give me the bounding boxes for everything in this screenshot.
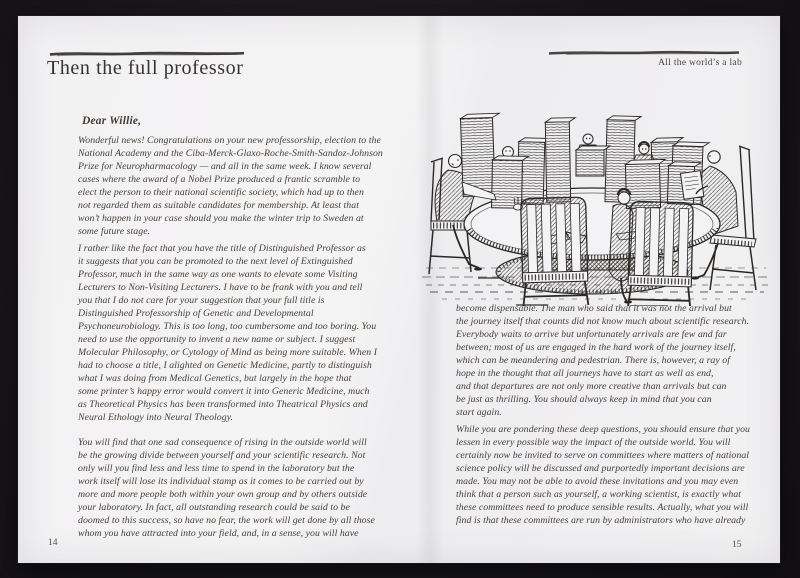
page-number-right: 15 (732, 540, 742, 550)
letter-paragraph-1: Wonderful news! Congratulations on your new professorship, election to the National Academy and the Ciba-Merck-Glaxo-Roche-Smith-Sandoz-Johnson Prize for Neuropharmacology — and all in the same week. I know several cases where the award of a Nobel Prize produced a frantic scramble to elect the person to their national scientific society, which had up to then not regarded them as suitable candidates for membership. At least that won’t happen in your case should you make the winter trip to Sweden at some future stage. (78, 135, 383, 237)
book-spread (18, 16, 780, 563)
letter-paragraph-4: become dispensable. The man who said that it was not the arrival but the journey itself that counts did not know much about scientific research. Everybody waits to arrive but unfortunately arrivals are few and far between; most of us are engaged in the hard work of the journey itself, which can be meandering and pedestrian. There is, however, a ray of hope in the thought that all journeys have to start as well as end, and that departures are not only more creative than arrivals but can be just as thrilling. You should always keep in mind that you can start again. (456, 303, 750, 418)
letter-paragraph-5: While you are pondering these deep questions, you should ensure that you lessen in every possible way the impact of the outside world. You will certainly now be invited to serve on committees where matters of national science policy will be discussed and purportedly important decisions are made. You may not be able to avoid these invitations and you may even think that a person such as yourself, a working scientist, is exactly what these committees need to produce sensible results. Actually, what you will find is that these committees are run by administrators who have already (456, 424, 751, 526)
committee-illustration (418, 92, 774, 306)
letter-paragraph-3: You will find that one sad consequence of rising in the outside world will be the growing divide between yourself and your scientific research. Not only will you find less and less time to spend in the laboratory but the work itself will lose its individual stamp as it comes to be carried out by more and more people both within your own group and by others outside your laboratory. In fact, all outstanding research could be said to be doomed to this success, so have no fear, the work will get done by all those whom you have attracted into your field, and, in a sense, you will have (78, 437, 375, 539)
letter-paragraph-2: I rather like the fact that you have the title of Distinguished Professor as it suggests that you can be promoted to the next level of Extinguished Professor, much in the same way as one wants to elevate some Visiting Lecturers to Non-Visiting Lecturers. I have to be frank with you and tell you that I do not care for your suggestion that your full title is Distinguished Professorship of Genetic and Developmental Psychoneurobiology. This is too long, too cumbersome and too boring. You need to use the opportunity to invent a new name or subject. I suggest Molecular Philosophy, or Cytology of Mind as being more suitable. When I had to choose a title, I alighted on Genetic Medicine, partly to distinguish what I was doing from Medical Genetics, but largely in the hope that some printer’s happy error would convert it into Generic Medicine, much as Theoretical Physics has been transformed into Theatrical Physics and Neural Ethology into Neural Theology. (78, 243, 378, 423)
chapter-title: Then the full professor (47, 57, 244, 79)
decorative-rule-right (546, 48, 742, 58)
running-header: All the world’s a lab (658, 58, 742, 68)
letter-salutation: Dear Willie, (82, 115, 142, 127)
page-number-left: 14 (48, 538, 58, 548)
